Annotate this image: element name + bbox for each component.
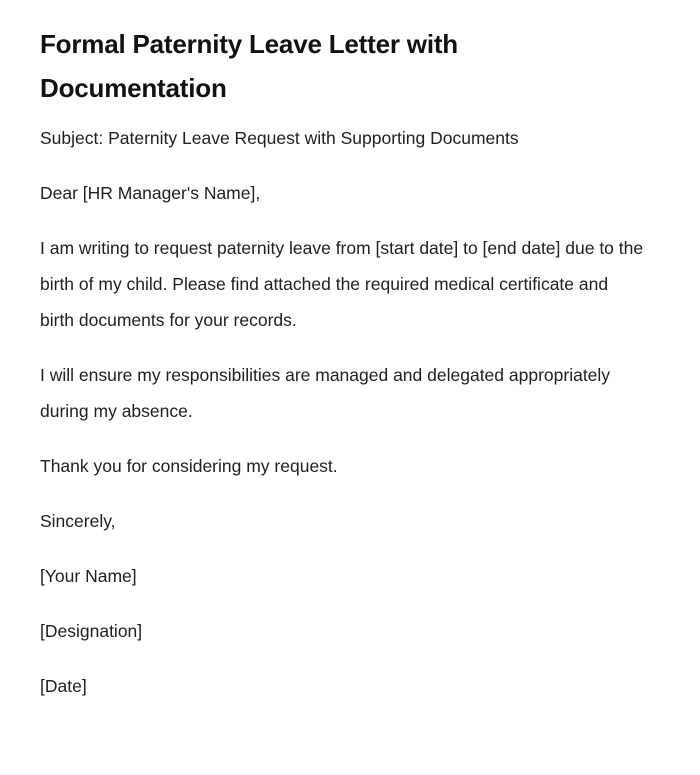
letter-signature-name: [Your Name] xyxy=(40,566,137,586)
letter-signature-date: [Date] xyxy=(40,676,87,696)
letter-paragraph-request: I am writing to request paternity leave from [start date] to [end date] due to the birth of my child. Please find attached the required medical certificate and birth documents for your records. xyxy=(40,238,644,330)
letter-body xyxy=(40,120,644,704)
letter-signature-designation: [Designation] xyxy=(40,621,143,641)
letter-paragraph-responsibilities: I will ensure my responsibilities are managed and delegated appropriately during my absence. xyxy=(40,365,611,421)
letter-paragraph-thanks: Thank you for considering my request. xyxy=(40,456,338,476)
letter-closing: Sincerely, xyxy=(40,511,116,531)
page-title: Formal Paternity Leave Letter with Documentation xyxy=(40,29,458,103)
letter-subject-line: Subject: Paternity Leave Request with Supporting Documents xyxy=(40,128,519,148)
letter-salutation: Dear [HR Manager's Name], xyxy=(40,183,261,203)
